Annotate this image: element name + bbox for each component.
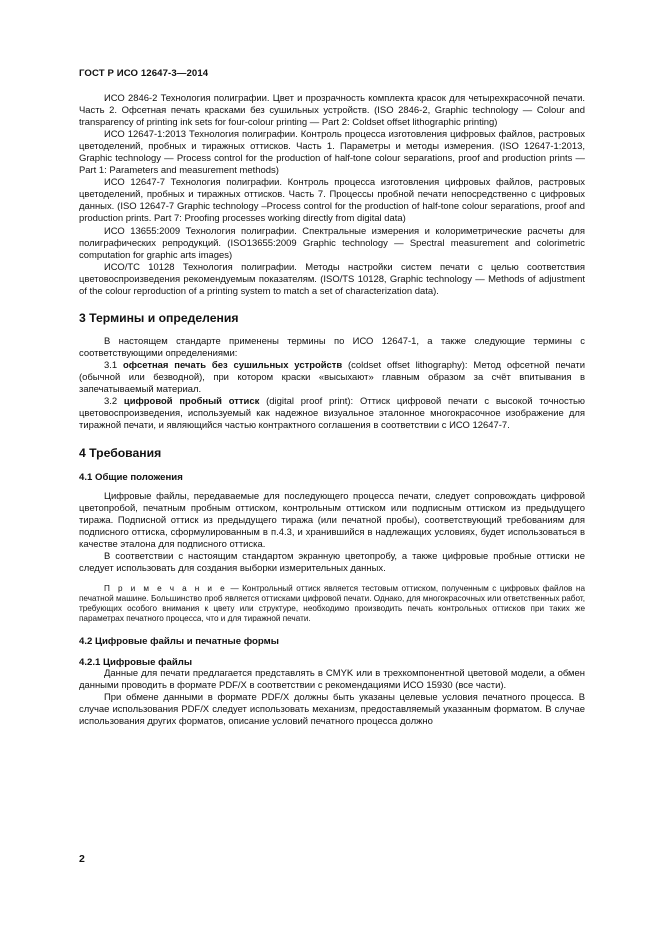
section-4-2-1-paragraph-1: Данные для печати предлагается представлять в CMYK или в трехкомпонентной цветовой модели, а обмен данными проводить в формате PDF/X в соответствии с рекомендациями ИСО 15930 (все части). — [79, 667, 585, 691]
section-3-intro: В настоящем стандарте применены термины по ИСО 12647-1, а также следующие термины с соответствующими определениями: — [79, 335, 585, 359]
term-3-1-number: 3.1 — [104, 359, 123, 371]
page-content — [79, 93, 585, 728]
subsection-4-2-1-heading: 4.2.1 Цифровые файлы — [79, 656, 193, 668]
note-text: — Контрольный оттиск является тестовым оттиском, полученным с цифровых файлов на печатной машине. Большинство проб является оттисками цифровой печати. Однако, для многокрасочных или ответственных работ, требующих особого внимания к цвету или структуре, необходимо производить печать контрольных оттисков при таких же параметрах печатного процесса, что и для тиражной печати. — [79, 583, 585, 624]
term-3-2 — [79, 396, 585, 432]
page-number: 2 — [79, 853, 85, 865]
section-4-1-paragraph-1: Цифровые файлы, передаваемые для последующего процесса печати, следует сопровождать цифровой цветопробой, печатным пробным оттиском, контрольным оттиском или подписным оттиском из предыдущего тиража. Подписной оттиск из предыдущего тиража (или печатной пробы), соответствующий требованиям для подписного оттиска, сформулированным в п.4.3, и хранившийся в надлежащих условиях, будет использоваться в качестве эталона для подписного оттиска. — [79, 491, 585, 551]
section-4-2-1-paragraph-2: При обмене данными в формате PDF/X должны быть указаны целевые условия печатного процесса. В случае использования PDF/X следует использовать механизм, предоставляемый указанным форматом. В случае использования других форматов, описание условий печатного процесса должно — [79, 691, 585, 727]
subsection-4-1-heading: 4.1 Общие положения — [79, 472, 183, 484]
section-4-1-paragraph-2: В соответствии с настоящим стандартом экранную цветопробу, а также цифровые пробные оттиски не следует использовать для создания выборки измерительных данных. — [79, 551, 585, 575]
note-label: П р и м е ч а н и е — [104, 583, 227, 593]
term-3-1-definition: (coldset offset lithography): Метод офсетной печати (обычной или безводной), при котором краски «высыхают» главным образом за счёт впитывания в запечатываемый материал. — [79, 359, 585, 395]
reference-iso-12647-7: ИСО 12647-7 Технология полиграфии. Контроль процесса изготовления цифровых файлов, растровых цветоделений, пробных и тиражных оттисков. Часть 7. Процессы пробной печати непосредственно с цифровых данных. (ISO 12647-7 Graphic technology –Process control for the production of half-tone colour separations, proof and production prints. Part 7: Proofing processes working directly from digital data) — [79, 177, 585, 225]
subsection-4-2-heading: 4.2 Цифровые файлы и печатные формы — [79, 635, 279, 647]
section-4-1-note — [79, 584, 585, 625]
standard-header: ГОСТ Р ИСО 12647-3—2014 — [79, 68, 209, 79]
section-3-heading: 3 Термины и определения — [79, 310, 239, 325]
term-3-2-definition: (digital proof print): Оттиск цифровой печати с высокой точностью цветовоспроизведения, используемый как надежное визуальное эталонное многокрасочное изображение для тиражной печати, и являющийся частью контрактного соглашения в соответствии с ИСО 12647-7. — [79, 396, 586, 432]
section-4-heading: 4 Требования — [79, 446, 162, 461]
reference-iso-ts-10128: ИСО/ТС 10128 Технология полиграфии. Методы настройки систем печати с целью соответствия цветовоспроизведения рекомендуемым показателям. (ISO/TS 10128, Graphic technology — Methods of adjustment of the colour reproduction of a printing system to match a set of characterization data). — [79, 261, 585, 297]
reference-iso-2846-2: ИСО 2846-2 Технология полиграфии. Цвет и прозрачность комплекта красок для четырехкрасочной печати. Часть 2. Офсетная печать красками без сушильных устройств. (ISO 2846-2, Graphic technology — Colour and transparency of printing ink sets for four-colour printing — Part 2: Coldset offset lithographic printing) — [79, 93, 585, 129]
term-3-1 — [79, 360, 585, 396]
term-3-2-term: цифровой пробный оттиск — [123, 396, 260, 408]
reference-iso-12647-1: ИСО 12647-1:2013 Технология полиграфии. Контроль процесса изготовления цифровых файлов, растровых цветоделений, пробных и тиражных оттисков. Часть 1. Параметры и методы измерения. (ISO 12647-1:2013, Graphic technology — Process control for the production of half-tone colour separations, proof and production prints — Part 1: Parameters and measurement methods) — [79, 129, 585, 177]
term-3-1-term: офсетная печать без сушильных устройств — [122, 359, 343, 371]
reference-iso-13655: ИСО 13655:2009 Технология полиграфии. Спектральные измерения и колориметрические расчеты для полиграфических репродукций. (ISO13655:2009 Graphic technology — Spectral measurement and colorimetric computation for graphic arts images) — [79, 225, 585, 261]
term-3-2-number: 3.2 — [104, 396, 124, 408]
